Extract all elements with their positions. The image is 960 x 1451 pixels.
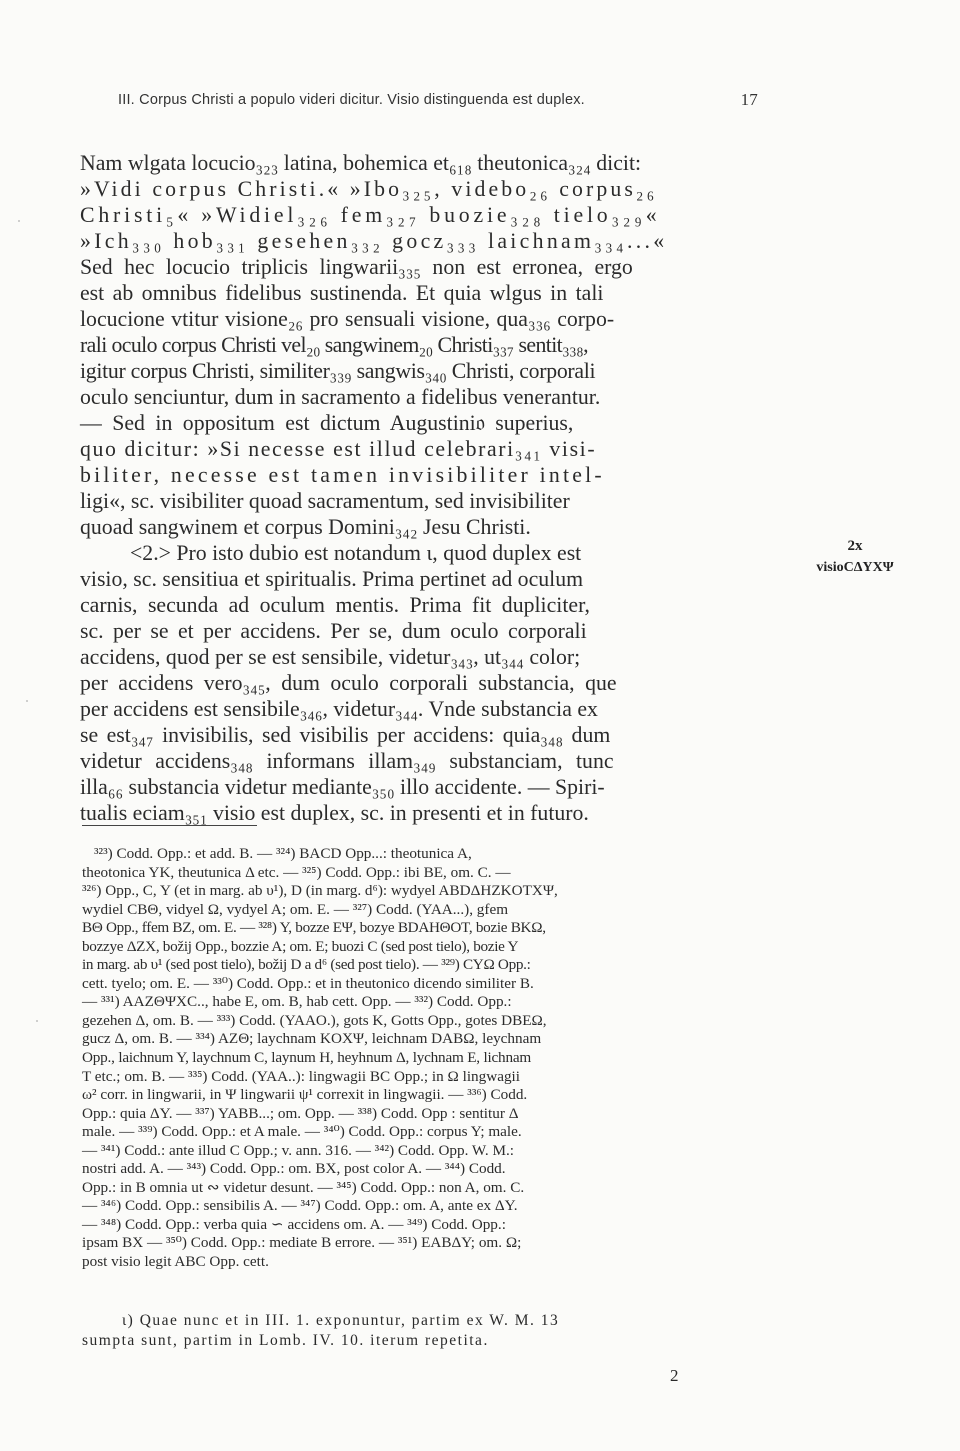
editorial-note-line: ι) Quae nunc et in III. 1. exponuntur, partim ex W. M. 13 (122, 1312, 560, 1329)
footnote-line: cett. tyelo; om. E. — ³³⁰) Codd. Opp.: et in theutonico dicendo similiter B. (82, 974, 534, 992)
footnote-line: male. — ³³⁹) Codd. Opp.: et A male. — ³⁴⁰) Codd. Opp.: corpus Y; male. (82, 1123, 522, 1141)
footnote-line: gezehen Δ, om. B. — ³³³) Codd. (YAAO.), gots K, Gotts Opp., gotes DBEΩ, (82, 1011, 547, 1029)
text-line: tualis eciam₃₅₁ visio est duplex, sc. in presenti et in futuro. (80, 801, 589, 825)
text-line: »Vidi corpus Christi.« »Ibo₃₂₅, videbo₂₆ corpus₂₆ (80, 177, 658, 201)
text-line: accidens, quod per se est sensibile, videtur₃₄₃, ut₃₄₄ color; (80, 645, 581, 669)
page-number: 17 (740, 90, 758, 109)
footnote-divider (82, 825, 257, 826)
footnote-line: T etc.; om. B. — ³³⁵) Codd. (YAA..): lingwagii BC Opp.; in Ω lingwagii (82, 1067, 520, 1085)
text-line: igitur corpus Christi, similiter₃₃₉ sangwis₃₄₀ Christi, corporali (80, 359, 596, 383)
text-line: illa₆₆ substancia videtur mediante₃₅₀ illo accidente. — Spiri- (80, 775, 605, 799)
text-line: biliter, necesse est tamen invisibiliter intel- (80, 463, 605, 487)
text-line: per accidens est sensibile₃₄₆, videtur₃₄₄. Vnde substancia ex (80, 697, 598, 721)
text-line: quoad sangwinem et corpus Domini₃₄₂ Jesu Christi. (80, 515, 531, 539)
footnote-line: Opp., laichnum Y, laychnum C, laynum H, heyhnum Δ, lychnam E, lichnam (82, 1049, 531, 1067)
footnote-line: wydiel CBΘ, vidyel Ω, vydyel A; om. E. — ³²⁷) Codd. (YAA...), gfem (82, 900, 509, 918)
text-line: Sed hec locucio triplicis lingwarii₃₃₅ non est erronea, ergo (80, 255, 633, 279)
footnote-line: bozzye ΔZX, božij Opp., bozzie A; om. E; buozi C (sed post tielo), bozie Y (82, 937, 519, 955)
footnote-line: ³²⁶) Opp., C, Y (et in marg. ab υ¹), D (in marg. d⁶): wydyel ABDΔHZKOTXΨ, (82, 882, 558, 900)
footnote-line: ω² corr. in lingwarii, in Ψ lingwarii ψ¹ correxit in lingwagii. — ³³⁶) Codd. (82, 1086, 528, 1104)
text-line: videtur accidens₃₄₈ informans illam₃₄₉ substanciam, tunc (80, 749, 614, 773)
text-line: visio, sc. sensitiua et spiritualis. Prima pertinet ad oculum (80, 567, 584, 591)
footnote-line: nostri add. A. — ³⁴³) Codd. Opp.: om. BX, post color A. — ³⁴⁴) Codd. (82, 1160, 506, 1178)
text-line: ligi«, sc. visibiliter quoad sacramentum, sed invisibiliter (80, 489, 570, 513)
footnote-line: — ³⁴¹) Codd.: ante illud C Opp.; v. ann. 316. — ³⁴²) Codd. Opp. W. M.: (82, 1141, 514, 1159)
text-line: Nam wlgata locucio₃₂₃ latina, bohemica et₆₁₈ theutonica₃₂₄ dicit: (80, 151, 642, 175)
footnote-line: BΘ Opp., ffem BZ, om. E. — ³²⁸) Y, bozze EΨ, bozye BDAHΘOT, bozie BKΩ, (82, 919, 546, 937)
text-line: quo dicitur: »Si necesse est illud celebrari₃₄₁ visi- (80, 437, 597, 461)
footnote-line: gucz Δ, om. B. — ³³⁴) AZΘ; laychnam KOXΨ, leichnam DABΩ, leychnam (82, 1030, 542, 1048)
editorial-note (82, 1311, 738, 1351)
running-title: III. Corpus Christi a populo videri dicitur. Visio distinguenda est duplex. (118, 92, 585, 108)
text-line: locucione vtitur visione₂₆ pro sensuali visione, qua₃₃₆ corpo- (80, 307, 615, 331)
footnote-line: ipsam BX — ³⁵⁰) Codd. Opp.: mediate B errore. — ³⁵¹) EABΔY; om. Ω; (82, 1234, 522, 1252)
text-line: sc. per se et per accidens. Per se, dum oculo corporali (80, 619, 587, 643)
text-line: per accidens vero₃₄₅, dum oculo corporali substancia, que (80, 671, 617, 695)
footnote-line: — ³³¹) AAZΘΨXC.., habe E, om. B, hab cett. Opp. — ³³²) Codd. Opp.: (82, 993, 512, 1011)
text-line: — Sed in oppositum est dictum Augustini𝔬 superius, (80, 411, 574, 435)
footnote-line: — ³⁴⁸) Codd. Opp.: verba quia ∽ accidens om. A. — ³⁴⁹) Codd. Opp.: (82, 1215, 506, 1233)
paper-speck (36, 1020, 38, 1022)
text-line: se est₃₄₇ invisibilis, sed visibilis per accidens: quia₃₄₈ dum (80, 723, 611, 747)
text-line: est ab omnibus fidelibus sustinenda. Et quia wlgus in tali (80, 281, 604, 305)
footnote-line: Opp.: in B omnia ut ∾ videtur desunt. — ³⁴⁵) Codd. Opp.: non A, om. C. (82, 1178, 525, 1196)
text-line: oculo senciuntur, dum in sacramento a fidelibus venerantur. (80, 385, 601, 409)
footnote-line: theotonica YK, theutunica Δ etc. — ³²⁵) Codd. Opp.: ibi BE, om. C. — (82, 863, 511, 881)
footnote-line: — ³⁴⁶) Codd. Opp.: sensibilis A. — ³⁴⁷) Codd. Opp.: om. A, ante ex ΔY. (82, 1197, 518, 1215)
footnote-line: ³²³) Codd. Opp.: et add. B. — ³²⁴) BACD Opp...: theotunica A, (94, 845, 472, 862)
text-line: »Ich₃₃₀ hob₃₃₁ gesehen₃₃₂ gocz₃₃₃ laichnam₃₃₄...« (80, 229, 668, 253)
text-line: <2.> Pro isto dubio est notandum ι, quod duplex est (130, 541, 582, 565)
main-text (80, 150, 760, 826)
running-header (118, 92, 758, 108)
footnote-line: Opp.: quia ΔY. — ³³⁷) YABB...; om. Opp. — ³³⁸) Codd. Opp : sentitur Δ (82, 1104, 519, 1122)
text-line: Christi₅« »Widiel₃₂₆ fem₃₂₇ buozie₃₂₈ tielo₃₂₉« (80, 203, 661, 227)
text-line: rali oculo corpus Christi vel₂₀ sangwinem₂₀ Christi₃₃₇ sentit₃₃₈, (80, 333, 588, 357)
critical-apparatus (82, 845, 738, 1272)
paper-speck (26, 700, 28, 702)
text-line: carnis, secunda ad oculum mentis. Prima fit dupliciter, (80, 593, 590, 617)
footnote-line: in marg. ab υ¹ (sed post tielo), božij D a d⁶ (sed post tielo). — ³²⁹) CYΩ Opp.: (82, 956, 531, 974)
editorial-note-line: sumpta sunt, partim in Lomb. IV. 10. iterum repetita. (82, 1332, 489, 1349)
footnote-line: post visio legit ABC Opp. cett. (82, 1253, 269, 1271)
paper-speck (18, 220, 20, 222)
signature-mark: 2 (670, 1366, 679, 1385)
margin-note-sigla: visioCΔYXΨ (816, 560, 894, 575)
margin-note-duplex: 2x (847, 538, 863, 554)
